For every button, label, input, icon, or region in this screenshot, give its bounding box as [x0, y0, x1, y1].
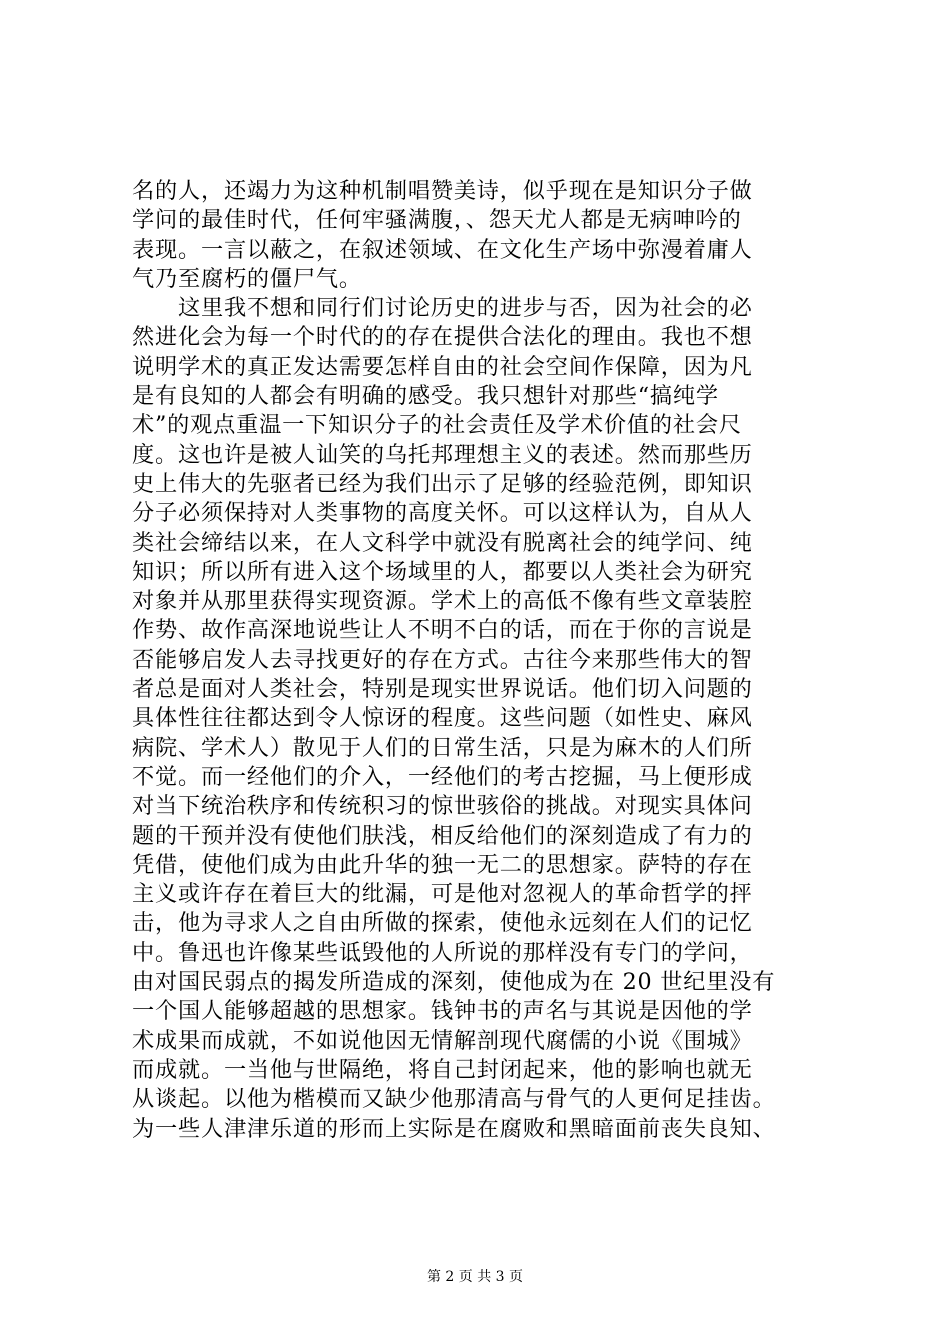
text-line-20: 病院、学术人）散见于人们的日常生活，只是为麻木的人们所 — [132, 734, 753, 761]
text-line-17: 否能够启发人去寻找更好的存在方式。古往今来那些伟大的智 — [132, 646, 753, 673]
text-line-1: 名的人，还竭力为这种机制唱赞美诗，似乎现在是知识分子做 — [132, 178, 753, 204]
text-line-18: 者总是面对人类社会，特别是现实世界说话。他们切入问题的 — [132, 676, 753, 703]
text-line-10: 度。这也许是被人讪笑的乌托邦理想主义的表述。然而那些历 — [132, 441, 753, 468]
text-line-16: 作势、故作高深地说些让人不明不白的话，而在于你的言说是 — [132, 617, 753, 644]
text-line-29: 一个国人能够超越的思想家。钱钟书的声名与其说是因他的学 — [132, 998, 753, 1025]
text-line-22: 对当下统治秩序和传统积习的惊世骇俗的挑战。对现实具体问 — [132, 793, 753, 820]
text-line-5: 这里我不想和同行们讨论历史的进步与否，因为社会的必 — [132, 295, 753, 322]
text-line-27: 中。鲁迅也许像某些诋毁他的人所说的那样没有专门的学问， — [132, 939, 753, 966]
text-line-23: 题的干预并没有使他们肤浅，相反给他们的深刻造成了有力的 — [132, 822, 753, 849]
text-line-33: 为一些人津津乐道的形而上实际是在腐败和黑暗面前丧失良知、 — [132, 1115, 776, 1142]
page-number-footer: 第 2 页 共 3 页 — [426, 1269, 524, 1285]
text-line-19: 具体性往往都达到令人惊讶的程度。这些问题（如性史、麻风 — [132, 705, 753, 732]
text-line-32: 从谈起。以他为楷模而又缺少他那清高与骨气的人更何足挂齿。 — [132, 1086, 776, 1113]
text-line-3: 表现。一言以蔽之，在叙述领域、在文化生产场中弥漫着庸人 — [132, 236, 753, 263]
text-line-6: 然进化会为每一个时代的的存在提供合法化的理由。我也不想 — [132, 324, 753, 351]
text-line-8: 是有良知的人都会有明确的感受。我只想针对那些“搞纯学 — [132, 383, 719, 410]
text-line-28: 由对国民弱点的揭发所造成的深刻，使他成为在 20 世纪里没有 — [132, 969, 776, 996]
text-line-31: 而成就。一当他与世隔绝，将自己封闭起来，他的影响也就无 — [132, 1056, 753, 1083]
text-line-15: 对象并从那里获得实现资源。学术上的高低不像有些文章装腔 — [132, 588, 753, 615]
text-line-13: 类社会缔结以来，在人文科学中就没有脱离社会的纯学问、纯 — [132, 529, 753, 556]
text-line-4: 气乃至腐朽的僵尸气。 — [132, 265, 362, 292]
text-line-2: 学问的最佳时代，任何牢骚满腹，、怨天尤人都是无病呻吟的 — [132, 207, 742, 234]
text-line-26: 击，他为寻求人之自由所做的探索，使他永远刻在人们的记忆 — [132, 910, 753, 937]
text-line-24: 凭借，使他们成为由此升华的独一无二的思想家。萨特的存在 — [132, 851, 753, 878]
text-line-14: 知识；所以所有进入这个场域里的人，都要以人类社会为研究 — [132, 558, 753, 585]
text-line-30: 术成果而成就，不如说他因无情解剖现代腐儒的小说《围城》 — [132, 1027, 753, 1054]
text-line-25: 主义或许存在着巨大的纰漏，可是他对忽视人的革命哲学的抨 — [132, 881, 753, 908]
text-line-12: 分子必须保持对人类事物的高度关怀。可以这样认为，自从人 — [132, 500, 753, 527]
body-text — [132, 177, 844, 1144]
text-line-7: 说明学术的真正发达需要怎样自由的社会空间作保障，因为凡 — [132, 353, 753, 380]
text-line-11: 史上伟大的先驱者已经为我们出示了足够的经验范例，即知识 — [132, 470, 753, 497]
text-line-21: 不觉。而一经他们的介入，一经他们的考古挖掘，马上便形成 — [132, 763, 753, 790]
text-line-9: 术”的观点重温一下知识分子的社会责任及学术价值的社会尺 — [132, 412, 742, 439]
